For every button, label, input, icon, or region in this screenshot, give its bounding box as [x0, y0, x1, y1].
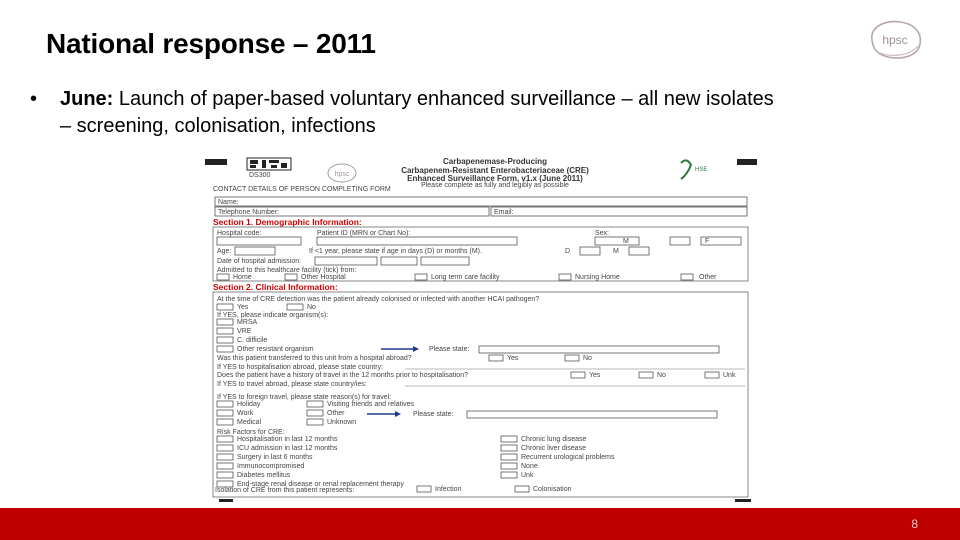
risk-4: Immunocompromised — [237, 463, 305, 470]
risk-9: Recurrent urological problems — [521, 454, 615, 461]
bullet-lead: June: — [60, 88, 114, 110]
org-please-state: Please state: — [429, 346, 470, 353]
form-title-3: Enhanced Surveillance Form, v1.x (June 2011) — [407, 174, 583, 183]
q-transfer: Was this patient transferred to this unit from a hospital abroad? — [217, 355, 412, 362]
reason-other: Other — [327, 410, 345, 417]
age-m: M — [613, 248, 619, 255]
admitted-label: Admitted to this healthcare facility (tick) from: — [217, 267, 357, 274]
from-home: Home — [233, 274, 252, 281]
risk-11: Unk — [521, 472, 534, 479]
reason-visiting: Visiting friends and relatives — [327, 401, 415, 408]
form-title-2: Carbapenem-Resistant Enterobacteriaceae (CRE) — [401, 166, 589, 175]
org-other: Other resistant organism — [237, 346, 314, 353]
patient-label: Patient ID (MRN or Chart No): — [317, 230, 411, 237]
q-country: If YES to hospitalisation abroad, please state country: — [217, 364, 384, 371]
q-transfer-yes: Yes — [507, 355, 519, 362]
age-d: D — [565, 248, 571, 255]
bullet-symbol: • — [30, 88, 38, 110]
page-number: 8 — [911, 517, 918, 531]
email-label: Email: — [494, 209, 514, 216]
bullet-body: Launch of paper-based voluntary enhanced surveillance – all new isolates – screening, colonisation, infections — [60, 88, 774, 137]
org-vre: VRE — [237, 328, 252, 335]
q-travel-country: If YES to travel abroad, please state country/ies: — [217, 381, 367, 388]
isolate-label: Isolation of CRE from this patient represents: — [215, 487, 355, 494]
logo-text: hpsc — [882, 33, 908, 47]
admission-label: Date of hospital admission: — [217, 258, 302, 265]
hse-logo — [681, 160, 707, 179]
q-travel-yes: Yes — [589, 372, 601, 379]
sex-f: F — [705, 238, 710, 245]
risk-10: None — [521, 463, 538, 470]
risk-5: Diabetes mellitus — [237, 472, 291, 479]
q-travel-no: No — [657, 372, 666, 379]
hpsc-logo — [864, 18, 926, 60]
form-intro: CONTACT DETAILS OF PERSON COMPLETING FORM — [213, 186, 391, 193]
isolate-colonisation: Colonisation — [533, 486, 572, 493]
if-yes-organisms: If YES, please indicate organism(s): — [217, 312, 329, 319]
footer-bar — [0, 508, 960, 540]
age-label: Age: — [217, 248, 232, 255]
age-note: If <1 year, please state if age in days (D) or months (M). — [309, 248, 482, 255]
hse-text: HSE — [695, 167, 708, 173]
form-drawing — [205, 155, 760, 505]
form-hpsc-logo — [328, 164, 356, 182]
from-nursing-home: Nursing Home — [575, 274, 620, 281]
form-logo-text: hpsc — [334, 171, 350, 178]
q-hcai-yes: Yes — [237, 304, 249, 311]
from-other-hospital: Other Hospital — [301, 274, 346, 281]
reason-medical: Medical — [237, 419, 262, 426]
q-travel-reason: If YES to foreign travel, please state reason(s) for travel: — [217, 394, 392, 401]
reason-unknown: Unknown — [327, 419, 357, 426]
risk-1: Hospitalisation in last 12 months — [237, 436, 338, 443]
isolate-infection: Infection — [435, 486, 462, 493]
section2-heading: Section 2. Clinical Information: — [213, 282, 338, 292]
name-label: Name: — [218, 199, 239, 206]
from-other: Other — [699, 274, 717, 281]
section1-heading: Section 1. Demographic Information: — [213, 217, 362, 227]
hospital-label: Hospital code: — [217, 230, 262, 237]
form-code: DS300 — [249, 172, 271, 179]
risk-7: Chronic lung disease — [521, 436, 587, 443]
risk-2: ICU admission in last 12 months — [237, 445, 338, 452]
q-travel: Does the patient have a history of travel in the 12 months prior to hospitalisation? — [217, 372, 468, 379]
org-cdiff: C. difficile — [237, 337, 268, 344]
phone-label: Telephone Number: — [218, 209, 280, 216]
sex-label: Sex: — [595, 230, 610, 237]
barcode-icon — [247, 158, 291, 170]
sex-m: M — [623, 238, 629, 245]
risk-6: End-stage renal disease or renal replacement therapy — [237, 481, 404, 488]
reason-holiday: Holiday — [237, 401, 261, 408]
cre-surveillance-form-image — [205, 155, 760, 505]
slide-title: National response – 2011 — [46, 28, 376, 59]
org-mrsa: MRSA — [237, 319, 258, 326]
q-hcai-no: No — [307, 304, 316, 311]
q-hcai: At the time of CRE detection was the patient already colonised or infected with another HCAI pathogen? — [217, 296, 540, 303]
form-title-1: Carbapenemase-Producing — [442, 157, 548, 166]
from-long-term: Long term care facility — [431, 274, 500, 281]
form-subtitle: Please complete as fully and legibly as possible — [421, 182, 569, 189]
reason-work: Work — [237, 410, 254, 417]
reason-please-state: Please state: — [413, 411, 454, 418]
q-travel-unk: Unk — [723, 372, 736, 379]
risk-factors-label: Risk Factors for CRE: — [217, 429, 285, 436]
bullet-text — [60, 86, 780, 140]
risk-8: Chronic liver disease — [521, 445, 586, 452]
risk-3: Surgery in last 6 months — [237, 454, 313, 461]
q-transfer-no: No — [583, 355, 592, 362]
